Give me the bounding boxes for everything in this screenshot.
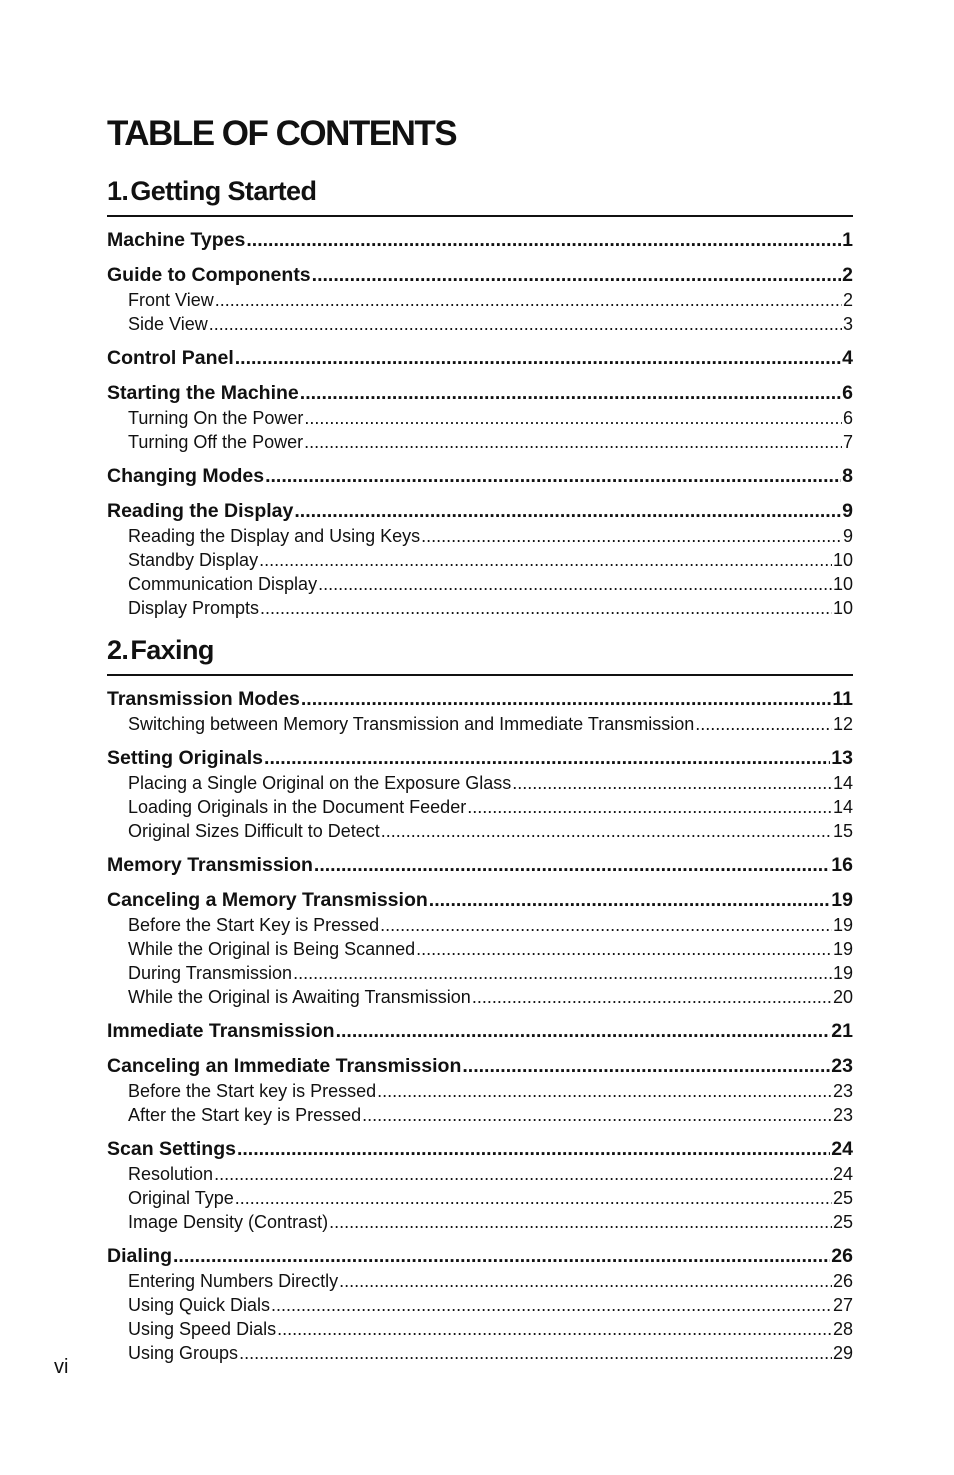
dot-leader	[329, 1210, 832, 1234]
chapter-number: 2.	[107, 635, 129, 665]
dot-leader	[237, 1137, 830, 1162]
toc-section-link[interactable]	[107, 1244, 853, 1269]
dot-leader	[472, 985, 832, 1009]
dot-leader	[235, 346, 841, 371]
chapter-faxing	[107, 632, 853, 1375]
entry-title: Turning On the Power	[128, 408, 304, 428]
entry-page-number: 23	[832, 1105, 853, 1125]
toc-entries	[107, 217, 853, 620]
entry-title: Image Density (Contrast)	[128, 1212, 329, 1232]
toc-subsection-link[interactable]	[107, 1079, 853, 1103]
toc-subsection-link[interactable]	[107, 1269, 853, 1293]
dot-leader	[246, 228, 841, 253]
dot-leader	[277, 1317, 832, 1341]
entry-page-number: 21	[831, 1020, 853, 1042]
entry-title: Control Panel	[107, 347, 234, 369]
entry-title: Starting the Machine	[107, 382, 299, 404]
toc-subsection-link[interactable]	[107, 1341, 853, 1365]
dot-leader	[264, 746, 830, 771]
entry-title: During Transmission	[128, 963, 293, 983]
toc-section-link[interactable]	[107, 1054, 853, 1079]
entry-page-number: 3	[842, 314, 853, 334]
entry-title: Memory Transmission	[107, 854, 313, 876]
entry-title: Placing a Single Original on the Exposure Glass	[128, 773, 512, 793]
toc-section	[107, 464, 853, 489]
entry-page-number: 4	[842, 347, 853, 369]
entry-page-number: 23	[832, 1081, 853, 1101]
entry-title: Reading the Display	[107, 500, 294, 522]
toc-subsection-link[interactable]	[107, 961, 853, 985]
entry-title: Transmission Modes	[107, 688, 300, 710]
entry-title: Before the Start Key is Pressed	[128, 915, 380, 935]
toc-section	[107, 228, 853, 253]
toc-subsection-link[interactable]	[107, 771, 853, 795]
toc-section-link[interactable]	[107, 1019, 853, 1044]
entry-title: Front View	[128, 290, 214, 310]
entry-page-number: 14	[832, 797, 853, 817]
entry-title: While the Original is Awaiting Transmission	[128, 987, 471, 1007]
dot-leader	[421, 524, 842, 548]
entry-title: Immediate Transmission	[107, 1020, 335, 1042]
page-title: TABLE OF CONTENTS	[107, 114, 457, 153]
dot-leader	[173, 1244, 830, 1269]
entry-title: Loading Originals in the Document Feeder	[128, 797, 467, 817]
chapter-heading	[107, 632, 853, 676]
entry-page-number: 10	[832, 574, 853, 594]
entry-page-number: 16	[831, 854, 853, 876]
toc-subsection-link[interactable]	[107, 596, 853, 620]
entry-title: Entering Numbers Directly	[128, 1271, 339, 1291]
entry-page-number: 27	[832, 1295, 853, 1315]
toc-subsection-link[interactable]	[107, 1162, 853, 1186]
toc-subsection-link[interactable]	[107, 1317, 853, 1341]
dot-leader	[318, 572, 832, 596]
entry-title: Reading the Display and Using Keys	[128, 526, 421, 546]
toc-subsection-link[interactable]	[107, 406, 853, 430]
entry-page-number: 19	[832, 963, 853, 983]
dot-leader	[695, 712, 832, 736]
toc-section	[107, 1244, 853, 1365]
toc-section-link[interactable]	[107, 263, 853, 288]
toc-subsection-link[interactable]	[107, 430, 853, 454]
entry-title: Scan Settings	[107, 1138, 236, 1160]
toc-section	[107, 853, 853, 878]
dot-leader	[214, 1162, 832, 1186]
toc-subsection-link[interactable]	[107, 1103, 853, 1127]
entry-title: Side View	[128, 314, 208, 334]
entry-page-number: 7	[842, 432, 853, 452]
entry-title: Display Prompts	[128, 598, 260, 618]
entry-title: Canceling a Memory Transmission	[107, 889, 428, 911]
dot-leader	[467, 795, 832, 819]
toc-section-link[interactable]	[107, 888, 853, 913]
entry-title: Canceling an Immediate Transmission	[107, 1055, 462, 1077]
toc-subsection-link[interactable]	[107, 312, 853, 336]
toc-subsection-link[interactable]	[107, 572, 853, 596]
entry-page-number: 20	[832, 987, 853, 1007]
dot-leader	[209, 312, 842, 336]
entry-page-number: 28	[832, 1319, 853, 1339]
toc-section	[107, 263, 853, 336]
toc-subsection-link[interactable]	[107, 1210, 853, 1234]
entry-title: Switching between Memory Transmission and Immediate Transmission	[128, 714, 695, 734]
toc-subsection-link[interactable]	[107, 712, 853, 736]
entry-page-number: 19	[832, 939, 853, 959]
entry-title: Setting Originals	[107, 747, 264, 769]
dot-leader	[265, 464, 841, 489]
dot-leader	[301, 687, 831, 712]
toc-section	[107, 1019, 853, 1044]
entry-title: Dialing	[107, 1245, 173, 1267]
dot-leader	[429, 888, 831, 913]
toc-subsection-link[interactable]	[107, 288, 853, 312]
entry-page-number: 9	[842, 526, 853, 546]
toc-section-link[interactable]	[107, 228, 853, 253]
entry-page-number: 19	[832, 915, 853, 935]
dot-leader	[462, 1054, 830, 1079]
toc-section-link[interactable]	[107, 464, 853, 489]
toc-subsection-link[interactable]	[107, 1186, 853, 1210]
entry-title: Machine Types	[107, 229, 246, 251]
chapter-title: Getting Started	[130, 176, 317, 206]
dot-leader	[300, 381, 841, 406]
entry-title: Using Speed Dials	[128, 1319, 277, 1339]
entry-page-number: 10	[832, 550, 853, 570]
toc-subsection-link[interactable]	[107, 1293, 853, 1317]
dot-leader	[239, 1341, 832, 1365]
entry-title: Original Type	[128, 1188, 234, 1208]
toc-subsection-link[interactable]	[107, 524, 853, 548]
dot-leader	[362, 1103, 832, 1127]
entry-page-number: 24	[831, 1138, 853, 1160]
dot-leader	[381, 819, 832, 843]
dot-leader	[260, 596, 832, 620]
dot-leader	[512, 771, 832, 795]
entry-page-number: 8	[842, 465, 853, 487]
entry-page-number: 2	[842, 264, 853, 286]
entry-page-number: 26	[831, 1245, 853, 1267]
entry-page-number: 11	[832, 688, 853, 710]
entry-page-number: 29	[832, 1343, 853, 1363]
toc-section-link[interactable]	[107, 687, 853, 712]
entry-page-number: 25	[832, 1212, 853, 1232]
entry-title: Resolution	[128, 1164, 214, 1184]
entry-page-number: 6	[842, 408, 853, 428]
entry-page-number: 23	[831, 1055, 853, 1077]
entry-title: Guide to Components	[107, 264, 311, 286]
toc-section	[107, 687, 853, 736]
entry-title: Original Sizes Difficult to Detect	[128, 821, 380, 841]
dot-leader	[304, 406, 842, 430]
dot-leader	[259, 548, 832, 572]
chapter-title: Faxing	[130, 635, 214, 665]
toc-section	[107, 346, 853, 371]
dot-leader	[377, 1079, 832, 1103]
chapter-getting-started	[107, 173, 853, 630]
toc-section-link[interactable]	[107, 1137, 853, 1162]
toc-section	[107, 746, 853, 843]
entry-title: Before the Start key is Pressed	[128, 1081, 377, 1101]
toc-section	[107, 381, 853, 454]
dot-leader	[314, 853, 830, 878]
toc-subsection-link[interactable]	[107, 548, 853, 572]
entry-page-number: 13	[831, 747, 853, 769]
entry-title: Changing Modes	[107, 465, 265, 487]
dot-leader	[312, 263, 841, 288]
toc-section-link[interactable]	[107, 381, 853, 406]
toc-section-link[interactable]	[107, 746, 853, 771]
entry-page-number: 12	[832, 714, 853, 734]
toc-section	[107, 1054, 853, 1127]
chapter-number: 1.	[107, 176, 129, 206]
entry-page-number: 9	[842, 500, 853, 522]
entry-page-number: 6	[842, 382, 853, 404]
entry-page-number: 24	[832, 1164, 853, 1184]
toc-section-link[interactable]	[107, 853, 853, 878]
entry-title: Using Quick Dials	[128, 1295, 271, 1315]
entry-page-number: 1	[842, 229, 853, 251]
dot-leader	[304, 430, 842, 454]
toc-subsection-link[interactable]	[107, 795, 853, 819]
dot-leader	[271, 1293, 832, 1317]
dot-leader	[294, 499, 841, 524]
dot-leader	[293, 961, 832, 985]
dot-leader	[336, 1019, 831, 1044]
dot-leader	[380, 913, 832, 937]
chapter-heading	[107, 173, 853, 217]
entry-page-number: 26	[832, 1271, 853, 1291]
toc-subsection-link[interactable]	[107, 937, 853, 961]
dot-leader	[215, 288, 842, 312]
entry-title: Turning Off the Power	[128, 432, 304, 452]
entry-page-number: 15	[832, 821, 853, 841]
dot-leader	[416, 937, 832, 961]
toc-entries	[107, 676, 853, 1365]
entry-title: While the Original is Being Scanned	[128, 939, 416, 959]
toc-section	[107, 888, 853, 1009]
dot-leader	[339, 1269, 832, 1293]
page-number: vi	[54, 1356, 69, 1378]
toc-section-link[interactable]	[107, 499, 853, 524]
entry-page-number: 25	[832, 1188, 853, 1208]
toc-section	[107, 1137, 853, 1234]
entry-page-number: 2	[842, 290, 853, 310]
toc-subsection-link[interactable]	[107, 913, 853, 937]
toc-section-link[interactable]	[107, 346, 853, 371]
entry-page-number: 10	[832, 598, 853, 618]
entry-page-number: 14	[832, 773, 853, 793]
toc-subsection-link[interactable]	[107, 985, 853, 1009]
dot-leader	[235, 1186, 832, 1210]
entry-title: Using Groups	[128, 1343, 239, 1363]
toc-section	[107, 499, 853, 620]
entry-title: After the Start key is Pressed	[128, 1105, 362, 1125]
entry-title: Communication Display	[128, 574, 318, 594]
entry-page-number: 19	[831, 889, 853, 911]
toc-subsection-link[interactable]	[107, 819, 853, 843]
entry-title: Standby Display	[128, 550, 259, 570]
